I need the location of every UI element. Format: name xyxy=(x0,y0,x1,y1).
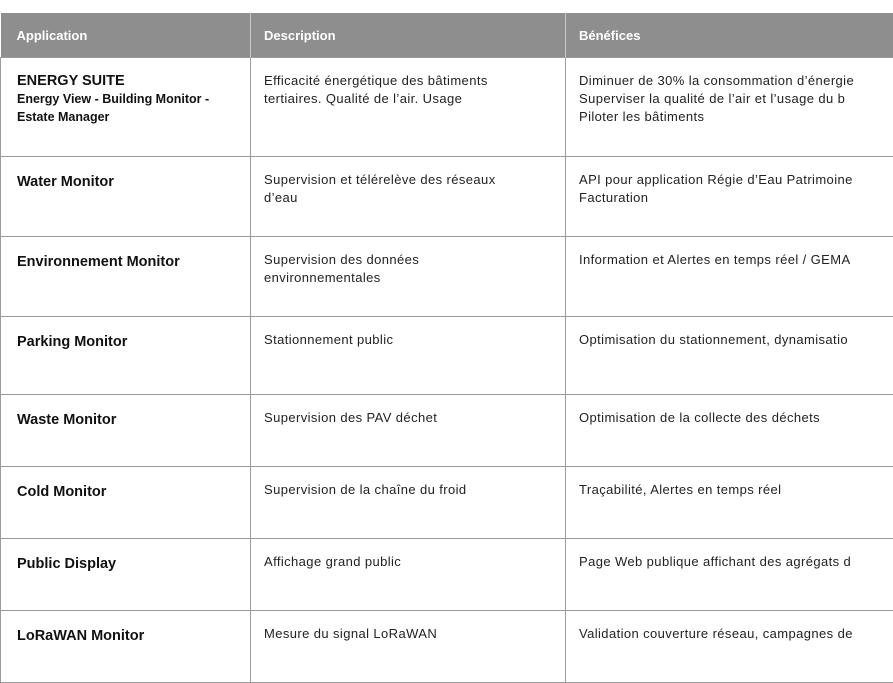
table-row-parking-monitor xyxy=(1,317,893,395)
header-application: Application xyxy=(1,13,251,58)
description-line: Supervision et télérelève des réseaux xyxy=(264,171,555,189)
cell-application xyxy=(1,539,251,611)
cell-benefits xyxy=(566,157,893,237)
table-row-public-display xyxy=(1,539,893,611)
benefit-line: Piloter les bâtiments xyxy=(579,108,893,126)
app-sub-line: Estate Manager xyxy=(17,108,250,126)
header-benefices: Bénéfices xyxy=(566,13,893,58)
description-line: Affichage grand public xyxy=(264,553,555,571)
applications-table xyxy=(0,13,893,683)
cell-description xyxy=(251,395,566,467)
cell-description xyxy=(251,157,566,237)
description-line: Stationnement public xyxy=(264,331,555,349)
cell-application xyxy=(1,317,251,395)
description-line: environnementales xyxy=(264,269,555,287)
table-body xyxy=(1,58,893,683)
table-row-lorawan-monitor xyxy=(1,611,893,683)
app-name: Cold Monitor xyxy=(17,484,250,501)
cell-benefits xyxy=(566,467,893,539)
table-row-environnement-monitor xyxy=(1,237,893,317)
benefit-line: Optimisation du stationnement, dynamisatio xyxy=(579,331,893,349)
benefit-line: API pour application Régie d’Eau Patrimoine xyxy=(579,171,893,189)
app-name: Waste Monitor xyxy=(17,412,250,429)
benefit-line: Validation couverture réseau, campagnes de xyxy=(579,625,893,643)
app-name: Public Display xyxy=(17,556,250,573)
app-name: Parking Monitor xyxy=(17,334,250,351)
cell-application xyxy=(1,611,251,683)
app-name: Water Monitor xyxy=(17,174,250,191)
cell-benefits xyxy=(566,539,893,611)
cell-application xyxy=(1,395,251,467)
description-line: Efficacité énergétique des bâtiments xyxy=(264,72,555,90)
cell-description xyxy=(251,58,566,157)
table-row-waste-monitor xyxy=(1,395,893,467)
description-line: Supervision de la chaîne du froid xyxy=(264,481,555,499)
app-name: ENERGY SUITE xyxy=(17,73,250,90)
table-row-cold-monitor xyxy=(1,467,893,539)
description-line: Mesure du signal LoRaWAN xyxy=(264,625,555,643)
benefit-line: Facturation xyxy=(579,189,893,207)
cell-description xyxy=(251,317,566,395)
cell-application xyxy=(1,58,251,157)
cell-application xyxy=(1,467,251,539)
cell-application xyxy=(1,157,251,237)
cell-benefits xyxy=(566,395,893,467)
header-description: Description xyxy=(251,13,566,58)
benefit-line: Information et Alertes en temps réel / GEMA xyxy=(579,251,893,269)
cell-description xyxy=(251,237,566,317)
description-line: d’eau xyxy=(264,189,555,207)
benefit-line: Superviser la qualité de l’air et l’usage du b xyxy=(579,90,893,108)
cell-application xyxy=(1,237,251,317)
app-name: LoRaWAN Monitor xyxy=(17,628,250,645)
description-line: tertiaires. Qualité de l’air. Usage xyxy=(264,90,555,108)
cell-description xyxy=(251,467,566,539)
applications-table-container xyxy=(0,13,893,683)
table-header xyxy=(1,13,893,58)
table-row-water-monitor xyxy=(1,157,893,237)
cell-benefits xyxy=(566,317,893,395)
cell-benefits xyxy=(566,58,893,157)
app-name: Environnement Monitor xyxy=(17,254,250,271)
header-row xyxy=(1,13,893,58)
table-row-energy-suite xyxy=(1,58,893,157)
cell-benefits xyxy=(566,611,893,683)
benefit-line: Diminuer de 30% la consommation d’énergie xyxy=(579,72,893,90)
app-sub-line: Energy View - Building Monitor - xyxy=(17,90,250,108)
cell-description xyxy=(251,539,566,611)
cell-description xyxy=(251,611,566,683)
description-line: Supervision des données xyxy=(264,251,555,269)
benefit-line: Optimisation de la collecte des déchets xyxy=(579,409,893,427)
benefit-line: Page Web publique affichant des agrégats d xyxy=(579,553,893,571)
cell-benefits xyxy=(566,237,893,317)
description-line: Supervision des PAV déchet xyxy=(264,409,555,427)
benefit-line: Traçabilité, Alertes en temps réel xyxy=(579,481,893,499)
